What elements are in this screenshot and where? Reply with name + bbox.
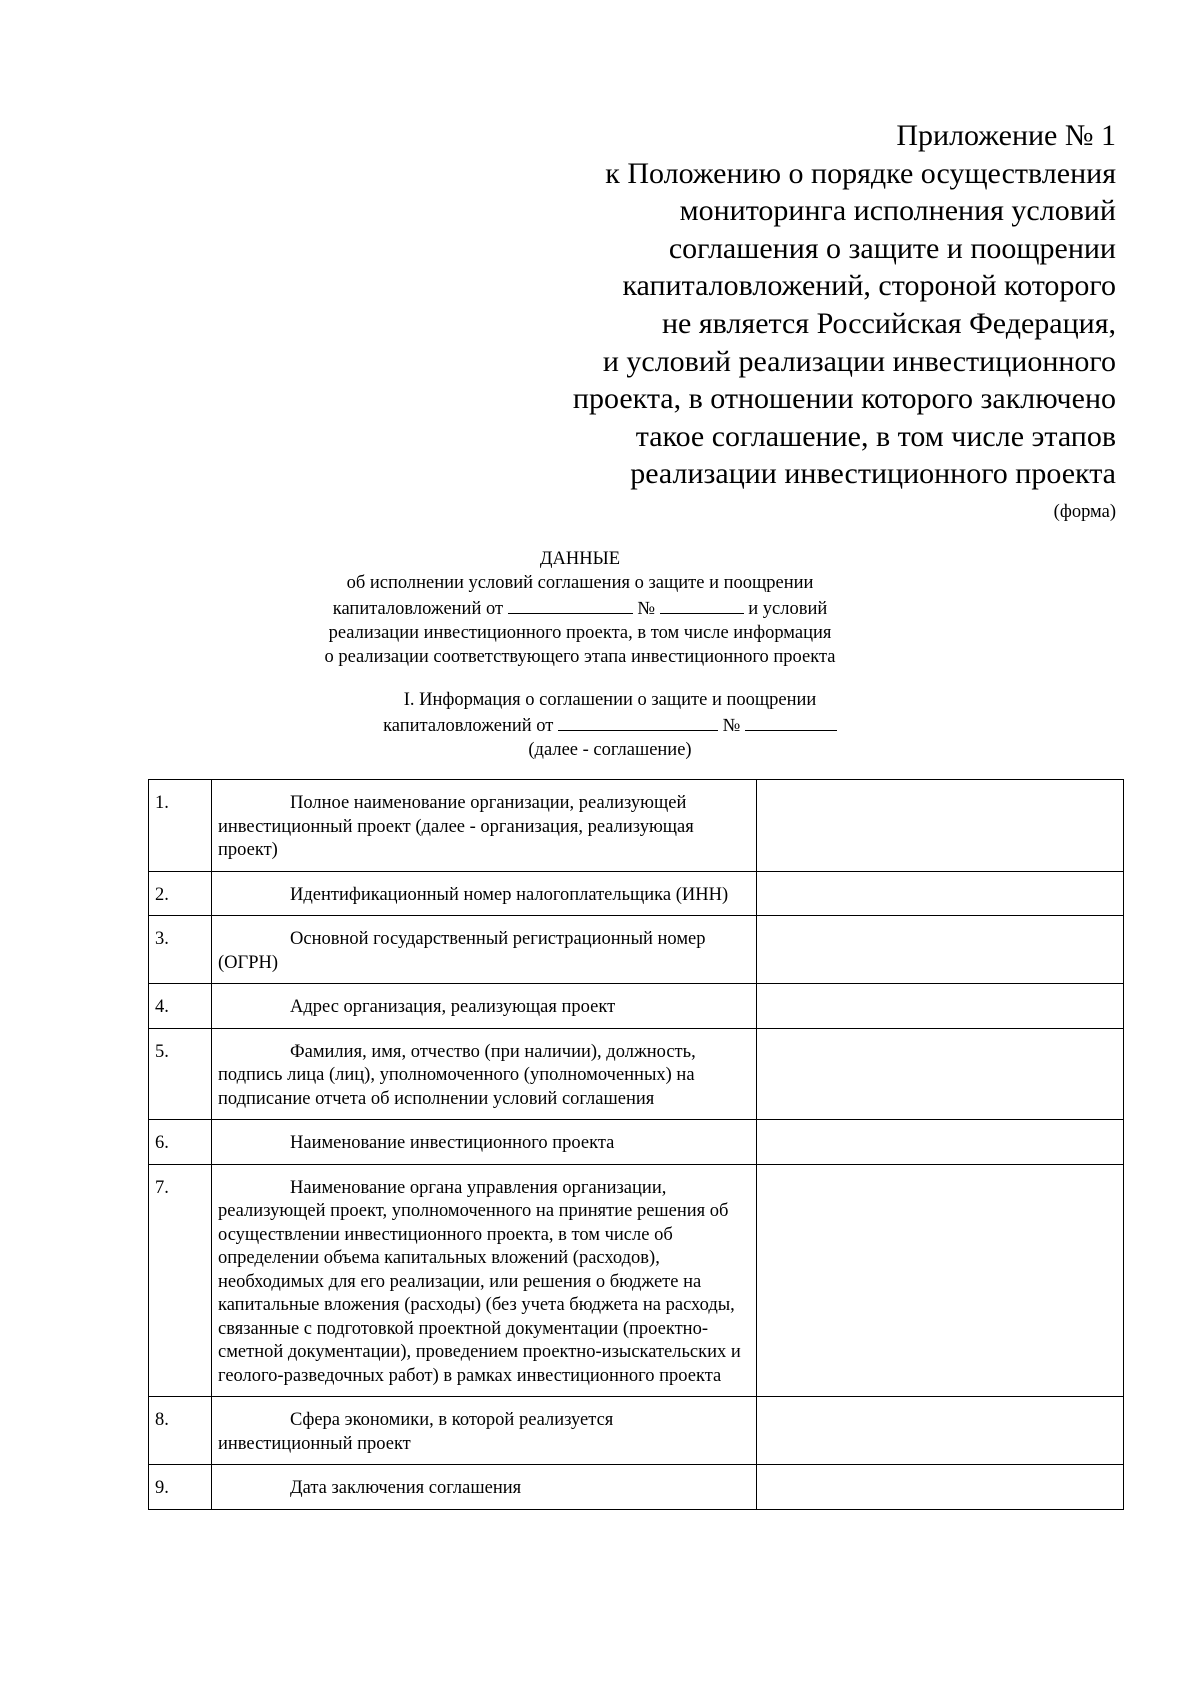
row-label: Наименование органа управления организации, реализующей проект, уполномоченного на принятие решения об осуществлении инвестиционного проекта, в том числе об определении объема капитальных вложений (расходов), необходимых для его реализации, или решения о бюджете на капитальные вложения (расходы) (без учета бюджета на расходы, связанные с подготовкой проектной документации (проектно-сметной документации), проведением проектно-изыскательских и геолого-разведочных работ) в рамках инвестиционного проекта bbox=[218, 1177, 741, 1386]
appendix-line: реализации инвестиционного проекта bbox=[630, 457, 1116, 491]
agreement-info-table bbox=[148, 779, 1124, 1510]
data-heading-line: реализации инвестиционного проекта, в том числе информация bbox=[328, 623, 832, 643]
row-label-cell bbox=[212, 1028, 757, 1120]
date-blank bbox=[558, 712, 718, 731]
number-blank bbox=[745, 712, 837, 731]
row-label-cell bbox=[212, 984, 757, 1029]
table-row bbox=[149, 1465, 1124, 1510]
table-row bbox=[149, 1028, 1124, 1120]
appendix-line: и условий реализации инвестиционного bbox=[602, 344, 1116, 378]
row-label: Сфера экономики, в которой реализуется инвестиционный проект bbox=[218, 1410, 614, 1454]
number-sign: № bbox=[637, 599, 655, 619]
row-label-cell bbox=[212, 916, 757, 984]
row-value[interactable] bbox=[757, 1397, 1124, 1465]
row-value[interactable] bbox=[757, 871, 1124, 916]
row-label: Фамилия, имя, отчество (при наличии), должность, подпись лица (лиц), уполномоченного (уполномоченных) на подписание отчета об исполнении условий соглашения bbox=[218, 1041, 696, 1109]
section-heading-line bbox=[330, 712, 890, 738]
row-label-cell bbox=[212, 1120, 757, 1165]
appendix-line: такое соглашение, в том числе этапов bbox=[635, 419, 1116, 453]
data-heading-title: ДАННЫЕ bbox=[539, 549, 621, 569]
row-value[interactable] bbox=[757, 1120, 1124, 1165]
row-value[interactable] bbox=[757, 916, 1124, 984]
table-row bbox=[149, 871, 1124, 916]
row-number: 9. bbox=[149, 1465, 212, 1510]
row-number: 2. bbox=[149, 871, 212, 916]
form-note: (форма) bbox=[1053, 502, 1116, 522]
section-heading-line: I. Информация о соглашении о защите и поощрении bbox=[403, 690, 817, 710]
table-row bbox=[149, 780, 1124, 872]
appendix-line: капиталовложений, стороной которого bbox=[622, 269, 1116, 303]
appendix-line: мониторинга исполнения условий bbox=[679, 194, 1116, 228]
row-label-cell bbox=[212, 1164, 757, 1397]
row-label-cell bbox=[212, 780, 757, 872]
row-number: 7. bbox=[149, 1164, 212, 1397]
appendix-line: к Положению о порядке осуществления bbox=[605, 156, 1116, 190]
row-number: 3. bbox=[149, 916, 212, 984]
row-label: Дата заключения соглашения bbox=[290, 1478, 522, 1498]
row-label-cell bbox=[212, 1397, 757, 1465]
appendix-line: Приложение № 1 bbox=[896, 119, 1116, 152]
data-heading-text: капиталовложений от bbox=[332, 599, 504, 619]
row-value[interactable] bbox=[757, 1164, 1124, 1397]
number-blank bbox=[660, 595, 744, 614]
row-number: 6. bbox=[149, 1120, 212, 1165]
row-number: 4. bbox=[149, 984, 212, 1029]
number-sign: № bbox=[722, 716, 741, 736]
data-heading-line bbox=[300, 595, 860, 621]
table-row bbox=[149, 916, 1124, 984]
row-label: Идентификационный номер налогоплательщика (ИНН) bbox=[290, 884, 729, 905]
table-row bbox=[149, 984, 1124, 1029]
date-blank bbox=[508, 595, 633, 614]
data-heading-line: об исполнении условий соглашения о защите и поощрении bbox=[346, 573, 814, 593]
row-label: Наименование инвестиционного проекта bbox=[290, 1133, 615, 1153]
row-number: 5. bbox=[149, 1028, 212, 1120]
row-label-cell bbox=[212, 1465, 757, 1510]
appendix-line: соглашения о защите и поощрении bbox=[668, 231, 1116, 265]
data-heading-text: и условий bbox=[748, 599, 828, 619]
row-label-cell bbox=[212, 871, 757, 916]
row-label: Основной государственный регистрационный номер (ОГРН) bbox=[218, 929, 706, 973]
data-heading bbox=[300, 547, 860, 669]
appendix-line: не является Российская Федерация, bbox=[661, 306, 1116, 340]
section-heading-text: капиталовложений от bbox=[383, 716, 554, 736]
appendix-line: проекта, в отношении которого заключено bbox=[572, 382, 1116, 416]
table-row bbox=[149, 1120, 1124, 1165]
data-heading-line: о реализации соответствующего этапа инвестиционного проекта bbox=[324, 647, 836, 667]
appendix-header bbox=[516, 117, 1116, 493]
row-label: Адрес организация, реализующая проект bbox=[290, 997, 616, 1017]
row-value[interactable] bbox=[757, 984, 1124, 1029]
row-value[interactable] bbox=[757, 1028, 1124, 1120]
row-value[interactable] bbox=[757, 780, 1124, 872]
section-heading bbox=[330, 688, 890, 762]
table-row bbox=[149, 1164, 1124, 1397]
row-number: 1. bbox=[149, 780, 212, 872]
row-value[interactable] bbox=[757, 1465, 1124, 1510]
row-label: Полное наименование организации, реализующей инвестиционный проект (далее - организация, реализующая проект) bbox=[218, 793, 694, 860]
table-row bbox=[149, 1397, 1124, 1465]
row-number: 8. bbox=[149, 1397, 212, 1465]
section-heading-line: (далее - соглашение) bbox=[528, 740, 692, 760]
